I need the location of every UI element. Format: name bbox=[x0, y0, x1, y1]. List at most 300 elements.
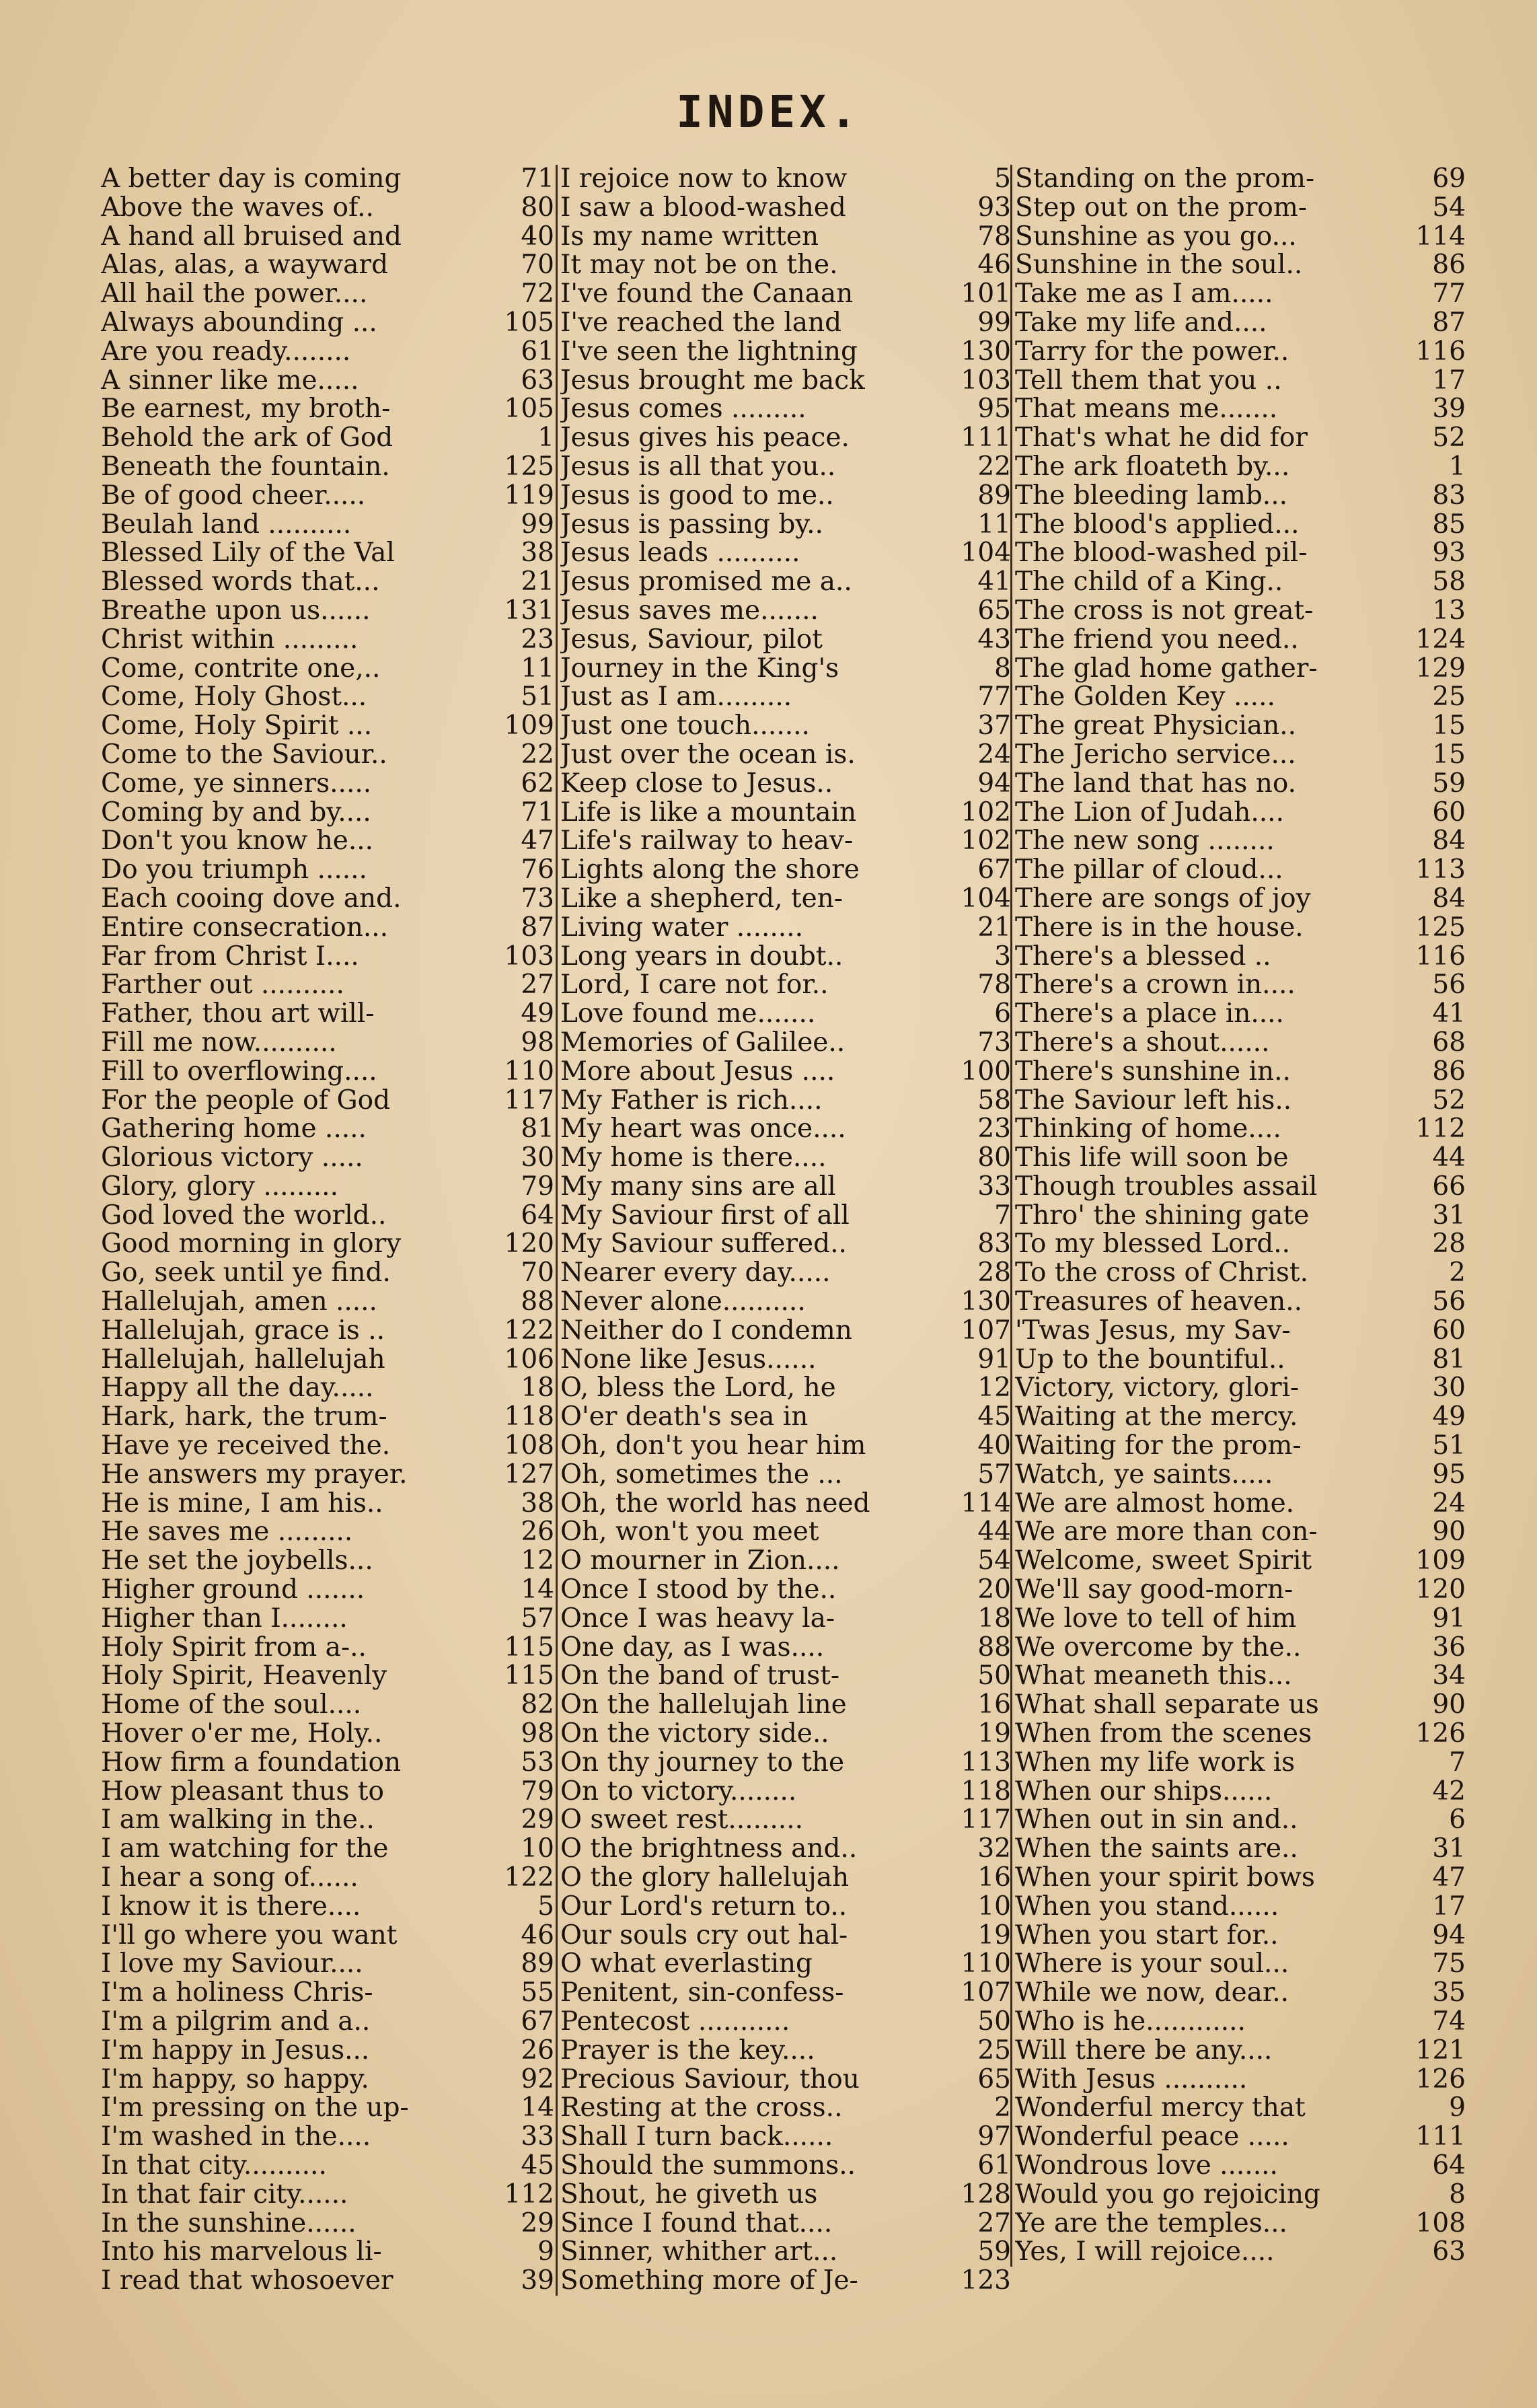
index-entry bbox=[101, 1576, 556, 1605]
hymn-number: 112 bbox=[504, 2180, 554, 2210]
hymn-title: Love found me....... bbox=[560, 1000, 816, 1029]
hymn-title: We overcome by the.. bbox=[1015, 1633, 1302, 1663]
hymn-title: Oh, the world has need bbox=[560, 1489, 870, 1519]
index-entry bbox=[560, 482, 1012, 511]
hymn-title: Father, thou art will- bbox=[101, 1000, 375, 1029]
hymn-number: 106 bbox=[504, 1345, 554, 1375]
index-entry bbox=[560, 1547, 1012, 1576]
index-entry bbox=[101, 741, 556, 770]
index-entry bbox=[101, 338, 556, 367]
hymn-title: Jesus, Saviour, pilot bbox=[560, 625, 823, 655]
hymn-number: 116 bbox=[1415, 942, 1466, 972]
hymn-number: 44 bbox=[977, 1518, 1011, 1547]
hymn-number: 66 bbox=[1432, 1172, 1466, 1202]
index-entry bbox=[560, 1778, 1012, 1807]
hymn-number: 6 bbox=[1449, 1806, 1466, 1835]
hymn-title: Come, Holy Spirit ... bbox=[101, 712, 373, 741]
hymn-number: 79 bbox=[521, 1777, 554, 1807]
index-entry bbox=[1015, 1374, 1467, 1403]
hymn-number: 59 bbox=[977, 2238, 1011, 2267]
hymn-number: 80 bbox=[521, 193, 554, 223]
index-entry bbox=[560, 1173, 1012, 1202]
hymn-number: 87 bbox=[1432, 308, 1466, 338]
hymn-number: 57 bbox=[977, 1460, 1011, 1490]
index-entry bbox=[1015, 1432, 1467, 1461]
hymn-number: 62 bbox=[521, 769, 554, 799]
hymn-title: Above the waves of.. bbox=[101, 193, 374, 223]
hymn-number: 99 bbox=[977, 308, 1011, 338]
hymn-title: Waiting for the prom- bbox=[1015, 1432, 1302, 1461]
index-entry bbox=[101, 655, 556, 684]
hymn-number: 30 bbox=[1432, 1374, 1466, 1403]
hymn-title: Coming by and by.... bbox=[101, 798, 371, 828]
index-entry bbox=[1015, 1403, 1467, 1432]
hymn-number: 17 bbox=[1432, 1892, 1466, 1922]
hymn-number: 61 bbox=[521, 337, 554, 367]
hymn-number: 43 bbox=[977, 625, 1011, 655]
hymn-number: 114 bbox=[961, 1489, 1011, 1519]
hymn-title: We are more than con- bbox=[1015, 1518, 1318, 1547]
index-entry bbox=[101, 1461, 556, 1490]
hymn-number: 19 bbox=[977, 1720, 1011, 1749]
hymn-number: 17 bbox=[1432, 366, 1466, 396]
hymn-title: Jesus gives his peace. bbox=[560, 424, 850, 453]
hymn-number: 31 bbox=[1432, 1201, 1466, 1231]
index-entry bbox=[1015, 309, 1467, 338]
index-entry bbox=[560, 2094, 1012, 2123]
hymn-title: There's a crown in.... bbox=[1015, 971, 1296, 1000]
hymn-title: God loved the world.. bbox=[101, 1201, 387, 1231]
index-entry bbox=[101, 597, 556, 626]
hymn-title: Welcome, sweet Spirit bbox=[1015, 1547, 1312, 1576]
hymn-title: The new song ........ bbox=[1015, 827, 1275, 856]
hymn-number: 63 bbox=[521, 366, 554, 396]
hymn-title: Glory, glory ......... bbox=[101, 1172, 338, 1202]
hymn-number: 41 bbox=[1432, 1000, 1466, 1029]
index-entry bbox=[1015, 799, 1467, 828]
hymn-title: Gathering home ..... bbox=[101, 1115, 367, 1144]
hymn-title: On the victory side.. bbox=[560, 1720, 829, 1749]
hymn-title: Sunshine as you go... bbox=[1015, 222, 1297, 252]
hymn-number: 118 bbox=[504, 1403, 554, 1432]
index-entry bbox=[1015, 568, 1467, 597]
hymn-number: 77 bbox=[1432, 280, 1466, 309]
hymn-title: The Lion of Judah.... bbox=[1015, 798, 1284, 828]
hymn-number: 92 bbox=[521, 2065, 554, 2094]
hymn-number: 113 bbox=[961, 1748, 1011, 1778]
index-entry bbox=[1015, 2210, 1467, 2238]
hymn-title: Lights along the shore bbox=[560, 856, 860, 885]
hymn-title: Long years in doubt.. bbox=[560, 942, 844, 972]
hymn-number: 23 bbox=[521, 625, 554, 655]
index-entry bbox=[560, 1317, 1012, 1346]
hymn-number: 24 bbox=[1432, 1489, 1466, 1519]
index-entry bbox=[560, 539, 1012, 568]
hymn-title: On the hallelujah line bbox=[560, 1691, 847, 1720]
hymn-title: Glorious victory ..... bbox=[101, 1144, 363, 1173]
hymn-number: 2 bbox=[1449, 1259, 1466, 1288]
hymn-title: Higher ground ....... bbox=[101, 1576, 365, 1605]
index-entry bbox=[1015, 712, 1467, 741]
index-entry bbox=[560, 1634, 1012, 1663]
hymn-title: When out in sin and.. bbox=[1015, 1806, 1298, 1835]
index-entry bbox=[1015, 856, 1467, 885]
index-entry bbox=[560, 885, 1012, 914]
index-entry bbox=[560, 1029, 1012, 1058]
hymn-title: I'm happy in Jesus... bbox=[101, 2036, 370, 2066]
hymn-title: Memories of Galilee.. bbox=[560, 1028, 846, 1058]
hymn-title: Wonderful peace ..... bbox=[1015, 2123, 1289, 2152]
index-entry bbox=[101, 1634, 556, 1663]
index-column-2 bbox=[556, 165, 1012, 2296]
hymn-title: Victory, victory, glori- bbox=[1015, 1374, 1300, 1403]
index-entry bbox=[101, 194, 556, 223]
index-entry bbox=[101, 1087, 556, 1116]
hymn-title: Fill me now.......... bbox=[101, 1028, 337, 1058]
index-entry bbox=[560, 1979, 1012, 2008]
hymn-title: On the band of trust- bbox=[560, 1662, 840, 1691]
hymn-title: Be earnest, my broth- bbox=[101, 395, 391, 425]
index-entry bbox=[101, 424, 556, 453]
hymn-title: Journey in the King's bbox=[560, 654, 839, 684]
hymn-number: 110 bbox=[504, 1057, 554, 1087]
index-entry bbox=[101, 1778, 556, 1807]
hymn-title: It may not be on the. bbox=[560, 251, 838, 281]
hymn-number: 90 bbox=[1432, 1518, 1466, 1547]
hymn-number: 21 bbox=[977, 913, 1011, 943]
index-entry bbox=[560, 1835, 1012, 1864]
hymn-number: 5 bbox=[994, 165, 1011, 194]
hymn-title: That means me....... bbox=[1015, 395, 1278, 425]
hymn-title: Thro' the shining gate bbox=[1015, 1201, 1310, 1231]
hymn-title: Breathe upon us...... bbox=[101, 596, 371, 626]
index-entry bbox=[101, 453, 556, 482]
hymn-title: Wondrous love ....... bbox=[1015, 2151, 1278, 2181]
hymn-title: 'Twas Jesus, my Sav- bbox=[1015, 1316, 1291, 1346]
hymn-number: 3 bbox=[994, 942, 1011, 972]
hymn-title: Happy all the day..... bbox=[101, 1374, 374, 1403]
index-entry bbox=[101, 280, 556, 309]
hymn-title: How firm a foundation bbox=[101, 1748, 402, 1778]
index-entry bbox=[101, 2094, 556, 2123]
index-entry bbox=[560, 1749, 1012, 1778]
hymn-number: 33 bbox=[977, 1172, 1011, 1202]
index-entry bbox=[1015, 1461, 1467, 1490]
hymn-title: I've reached the land bbox=[560, 308, 842, 338]
index-entry bbox=[560, 1000, 1012, 1029]
hymn-number: 47 bbox=[521, 827, 554, 856]
hymn-number: 126 bbox=[1415, 2065, 1466, 2094]
hymn-number: 51 bbox=[521, 683, 554, 713]
hymn-title: There's a blessed .. bbox=[1015, 942, 1271, 972]
hymn-number: 58 bbox=[1432, 568, 1466, 597]
index-entry bbox=[560, 1605, 1012, 1634]
hymn-number: 87 bbox=[521, 913, 554, 943]
hymn-number: 56 bbox=[1432, 971, 1466, 1000]
index-entry bbox=[560, 1346, 1012, 1375]
hymn-number: 37 bbox=[977, 712, 1011, 741]
index-entry bbox=[1015, 1346, 1467, 1375]
hymn-title: He answers my prayer. bbox=[101, 1460, 408, 1490]
index-entry bbox=[101, 1317, 556, 1346]
hymn-number: 119 bbox=[504, 481, 554, 511]
hymn-title: The pillar of cloud... bbox=[1015, 856, 1283, 885]
hymn-number: 74 bbox=[1432, 2008, 1466, 2037]
hymn-number: 60 bbox=[1432, 1316, 1466, 1346]
hymn-title: He set the joybells... bbox=[101, 1547, 373, 1576]
hymn-title: Come, ye sinners..... bbox=[101, 769, 372, 799]
hymn-title: There's a place in.... bbox=[1015, 1000, 1284, 1029]
hymn-title: Ye are the temples... bbox=[1015, 2209, 1287, 2238]
hymn-number: 99 bbox=[521, 510, 554, 540]
index-entry bbox=[101, 1346, 556, 1375]
hymn-number: 67 bbox=[521, 2008, 554, 2037]
index-entry bbox=[1015, 1518, 1467, 1547]
hymn-title: The Jericho service... bbox=[1015, 740, 1296, 770]
index-entry bbox=[101, 511, 556, 540]
index-entry bbox=[101, 770, 556, 799]
hymn-title: What shall separate us bbox=[1015, 1691, 1319, 1720]
hymn-number: 12 bbox=[977, 1374, 1011, 1403]
hymn-number: 127 bbox=[504, 1460, 554, 1490]
hymn-title: O mourner in Zion.... bbox=[560, 1547, 840, 1576]
index-entry bbox=[560, 1087, 1012, 1116]
hymn-title: To my blessed Lord.. bbox=[1015, 1230, 1291, 1260]
hymn-title: Christ within ......... bbox=[101, 625, 359, 655]
hymn-title: Each cooing dove and. bbox=[101, 884, 402, 914]
hymn-title: Oh, don't you hear him bbox=[560, 1432, 866, 1461]
hymn-number: 125 bbox=[504, 452, 554, 482]
index-entry bbox=[1015, 1115, 1467, 1144]
hymn-number: 64 bbox=[521, 1201, 554, 1231]
index-entry bbox=[101, 2238, 556, 2267]
hymn-title: Are you ready........ bbox=[101, 337, 351, 367]
index-entry bbox=[101, 799, 556, 828]
hymn-title: Precious Saviour, thou bbox=[560, 2065, 860, 2094]
hymn-number: 25 bbox=[1432, 683, 1466, 713]
hymn-title: How pleasant thus to bbox=[101, 1777, 384, 1807]
hymn-title: I rejoice now to know bbox=[560, 165, 848, 194]
hymn-number: 24 bbox=[977, 740, 1011, 770]
hymn-number: 50 bbox=[977, 2008, 1011, 2037]
index-entry bbox=[1015, 223, 1467, 252]
hymn-number: 8 bbox=[994, 654, 1011, 684]
hymn-number: 8 bbox=[1449, 2180, 1466, 2210]
hymn-number: 115 bbox=[504, 1633, 554, 1663]
index-entry bbox=[560, 1922, 1012, 1950]
index-entry bbox=[101, 2152, 556, 2181]
index-entry bbox=[1015, 1749, 1467, 1778]
hymn-number: 11 bbox=[977, 510, 1011, 540]
index-entry bbox=[101, 2037, 556, 2066]
hymn-number: 61 bbox=[977, 2151, 1011, 2181]
index-entry bbox=[1015, 2008, 1467, 2037]
index-entry bbox=[560, 1403, 1012, 1432]
index-entry bbox=[560, 1576, 1012, 1605]
hymn-number: 104 bbox=[961, 539, 1011, 569]
hymn-title: Where is your soul... bbox=[1015, 1950, 1289, 1979]
index-entry bbox=[560, 799, 1012, 828]
index-entry bbox=[101, 971, 556, 1000]
hymn-title: There are songs of joy bbox=[1015, 884, 1311, 914]
hymn-number: 14 bbox=[521, 2094, 554, 2123]
index-entry bbox=[101, 395, 556, 424]
hymn-number: 89 bbox=[521, 1950, 554, 1979]
hymn-number: 36 bbox=[1432, 1633, 1466, 1663]
hymn-title: My home is there.... bbox=[560, 1144, 827, 1173]
hymn-number: 19 bbox=[977, 1921, 1011, 1950]
hymn-number: 102 bbox=[961, 798, 1011, 828]
hymn-number: 86 bbox=[1432, 251, 1466, 281]
index-entry bbox=[101, 1720, 556, 1749]
hymn-number: 107 bbox=[961, 1979, 1011, 2008]
index-entry bbox=[101, 223, 556, 252]
hymn-number: 28 bbox=[977, 1259, 1011, 1288]
hymn-title: There's sunshine in.. bbox=[1015, 1057, 1291, 1087]
index-entry bbox=[101, 1605, 556, 1634]
hymn-title: Come, contrite one,.. bbox=[101, 654, 381, 684]
hymn-title: Once I stood by the.. bbox=[560, 1576, 837, 1605]
hymn-title: Lord, I care not for.. bbox=[560, 971, 829, 1000]
index-entry bbox=[101, 1922, 556, 1950]
hymn-title: Don't you know he... bbox=[101, 827, 374, 856]
index-entry bbox=[1015, 1202, 1467, 1231]
hymn-title: My heart was once.... bbox=[560, 1115, 846, 1144]
index-entry bbox=[1015, 741, 1467, 770]
index-entry bbox=[101, 1432, 556, 1461]
hymn-number: 32 bbox=[977, 1835, 1011, 1864]
hymn-title: The Saviour left his.. bbox=[1015, 1086, 1292, 1116]
index-entry bbox=[1015, 1835, 1467, 1864]
index-entry bbox=[1015, 2123, 1467, 2152]
hymn-title: Have ye received the. bbox=[101, 1432, 391, 1461]
index-entry bbox=[101, 712, 556, 741]
hymn-number: 125 bbox=[1415, 913, 1466, 943]
hymn-title: In that city.......... bbox=[101, 2151, 327, 2181]
index-entry bbox=[1015, 2037, 1467, 2066]
hymn-number: 54 bbox=[977, 1547, 1011, 1576]
hymn-number: 45 bbox=[521, 2151, 554, 2181]
hymn-title: Life's railway to heav- bbox=[560, 827, 854, 856]
hymn-number: 71 bbox=[521, 165, 554, 194]
index-entry bbox=[101, 1547, 556, 1576]
hymn-number: 40 bbox=[521, 222, 554, 252]
index-entry bbox=[560, 367, 1012, 396]
index-entry bbox=[560, 424, 1012, 453]
hymn-number: 101 bbox=[961, 280, 1011, 309]
index-entry bbox=[101, 1058, 556, 1087]
hymn-number: 105 bbox=[504, 308, 554, 338]
hymn-number: 90 bbox=[1432, 1691, 1466, 1720]
hymn-title: Jesus is all that you.. bbox=[560, 452, 836, 482]
hymn-number: 44 bbox=[1432, 1144, 1466, 1173]
hymn-title: Our Lord's return to.. bbox=[560, 1892, 848, 1922]
hymn-title: A sinner like me..... bbox=[101, 366, 359, 396]
hymn-number: 53 bbox=[521, 1748, 554, 1778]
hymn-number: 56 bbox=[1432, 1288, 1466, 1317]
index-entry bbox=[1015, 1259, 1467, 1288]
hymn-title: When you start for.. bbox=[1015, 1921, 1279, 1950]
hymn-number: 114 bbox=[1415, 222, 1466, 252]
index-entry bbox=[560, 1720, 1012, 1749]
hymn-number: 2 bbox=[994, 2094, 1011, 2123]
hymn-title: I'm pressing on the up- bbox=[101, 2094, 409, 2123]
hymn-number: 59 bbox=[1432, 769, 1466, 799]
hymn-title: O sweet rest......... bbox=[560, 1806, 803, 1835]
hymn-title: Like a shepherd, ten- bbox=[560, 884, 843, 914]
hymn-title: Jesus is passing by.. bbox=[560, 510, 823, 540]
hymn-title: Fill to overflowing.... bbox=[101, 1057, 377, 1087]
index-entry bbox=[560, 943, 1012, 972]
hymn-number: 130 bbox=[961, 1288, 1011, 1317]
hymn-number: 94 bbox=[977, 769, 1011, 799]
hymn-title: Beulah land .......... bbox=[101, 510, 352, 540]
hymn-number: 41 bbox=[977, 568, 1011, 597]
hymn-number: 30 bbox=[521, 1144, 554, 1173]
hymn-number: 88 bbox=[977, 1633, 1011, 1663]
hymn-title: Step out on the prom- bbox=[1015, 193, 1308, 223]
hymn-title: Home of the soul.... bbox=[101, 1691, 362, 1720]
hymn-title: Living water ........ bbox=[560, 913, 803, 943]
index-entry bbox=[1015, 1490, 1467, 1519]
index-entry bbox=[560, 2181, 1012, 2210]
hymn-title: I know it is there.... bbox=[101, 1892, 361, 1922]
hymn-title: Hark, hark, the trum- bbox=[101, 1403, 387, 1432]
index-entry bbox=[101, 885, 556, 914]
index-entry bbox=[101, 251, 556, 280]
hymn-title: Watch, ye saints..... bbox=[1015, 1460, 1273, 1490]
hymn-title: Farther out .......... bbox=[101, 971, 344, 1000]
index-entry bbox=[560, 1950, 1012, 1979]
hymn-number: 98 bbox=[521, 1028, 554, 1058]
index-entry bbox=[1015, 1029, 1467, 1058]
hymn-number: 63 bbox=[1432, 2238, 1466, 2267]
index-entry bbox=[1015, 1288, 1467, 1317]
hymn-title: Just one touch....... bbox=[560, 712, 810, 741]
hymn-number: 109 bbox=[504, 712, 554, 741]
hymn-number: 58 bbox=[977, 1086, 1011, 1116]
hymn-title: Treasures of heaven.. bbox=[1015, 1288, 1303, 1317]
hymn-title: Just as I am......... bbox=[560, 683, 792, 713]
index-entry bbox=[560, 655, 1012, 684]
hymn-title: To the cross of Christ. bbox=[1015, 1259, 1308, 1288]
index-entry bbox=[560, 1893, 1012, 1922]
index-entry bbox=[101, 1374, 556, 1403]
hymn-number: 52 bbox=[1432, 1086, 1466, 1116]
hymn-number: 15 bbox=[1432, 712, 1466, 741]
hymn-number: 130 bbox=[961, 337, 1011, 367]
hymn-title: Resting at the cross.. bbox=[560, 2094, 843, 2123]
hymn-title: Pentecost ........... bbox=[560, 2008, 790, 2037]
hymn-number: 93 bbox=[977, 193, 1011, 223]
index-entry bbox=[101, 1202, 556, 1231]
hymn-number: 111 bbox=[1415, 2123, 1466, 2152]
hymn-number: 122 bbox=[504, 1316, 554, 1346]
hymn-number: 22 bbox=[521, 740, 554, 770]
index-entry bbox=[101, 1864, 556, 1893]
hymn-number: 26 bbox=[521, 2036, 554, 2066]
hymn-number: 95 bbox=[977, 395, 1011, 425]
hymn-title: Do you triumph ...... bbox=[101, 856, 367, 885]
hymn-title: For the people of God bbox=[101, 1086, 391, 1116]
hymn-title: O'er death's sea in bbox=[560, 1403, 809, 1432]
hymn-title: This life will soon be bbox=[1015, 1144, 1289, 1173]
hymn-number: 16 bbox=[977, 1864, 1011, 1893]
hymn-title: None like Jesus...... bbox=[560, 1345, 817, 1375]
hymn-title: Penitent, sin-confess- bbox=[560, 1979, 844, 2008]
index-entry bbox=[560, 395, 1012, 424]
hymn-number: 31 bbox=[1432, 1835, 1466, 1864]
